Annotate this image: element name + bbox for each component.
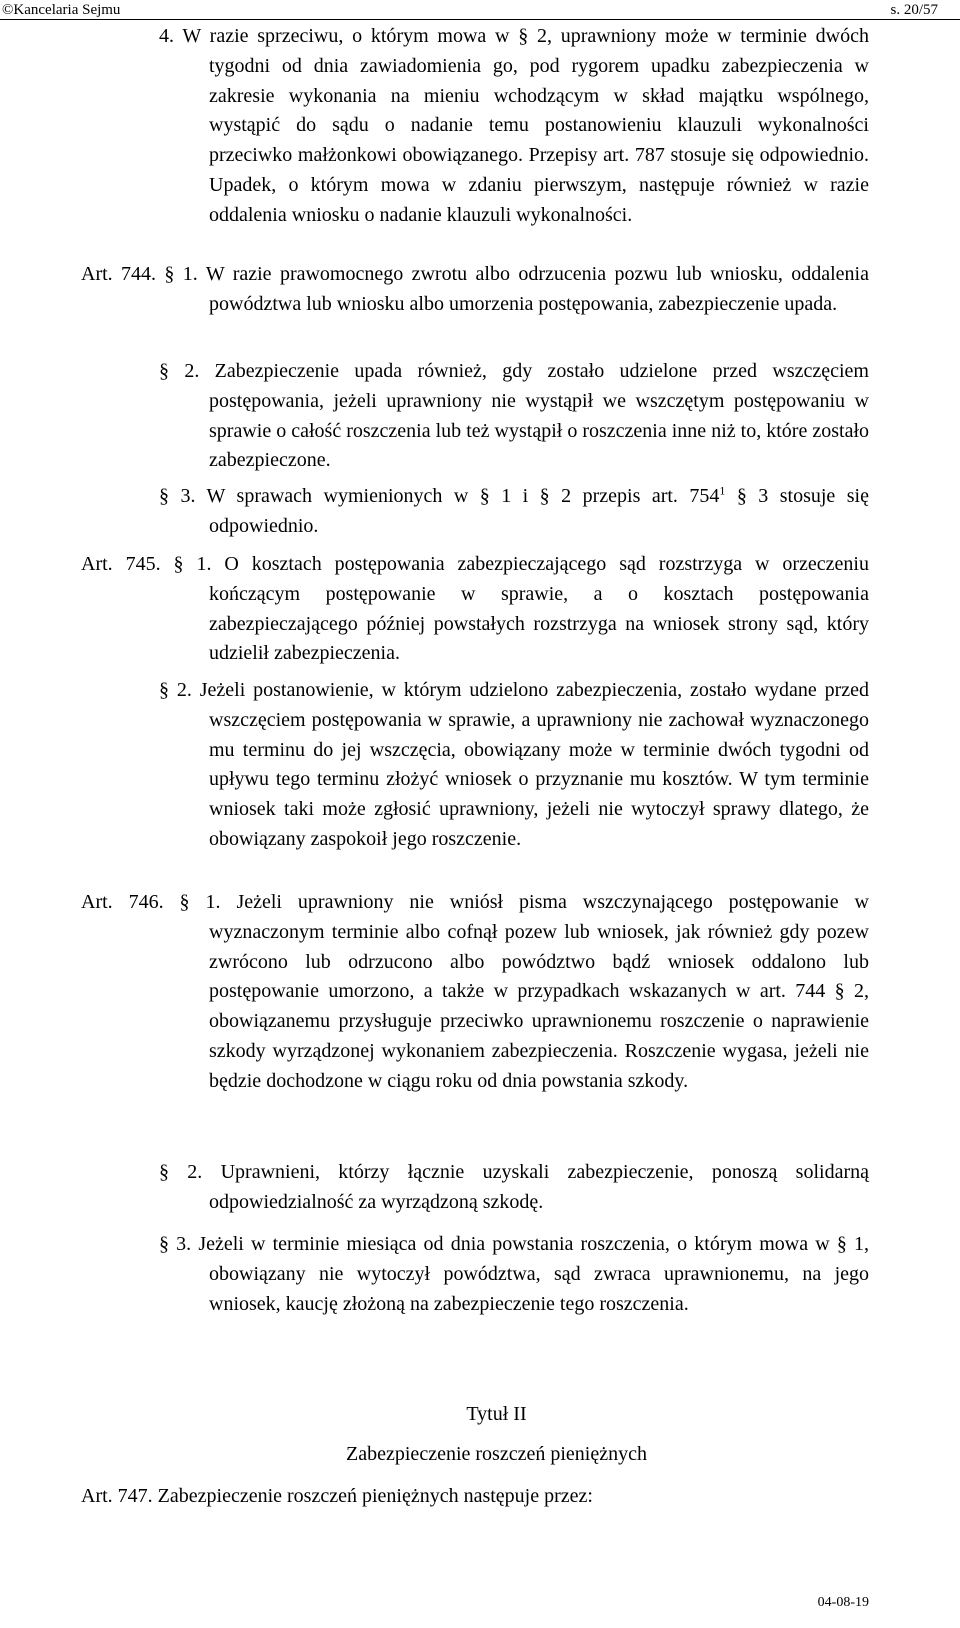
article-745-1: Art. 745. § 1. O kosztach postępowania zabezpieczającego sąd rozstrzyga w orzeczeniu kończącym postępowanie w sprawie, a o kosztach postępowania zabezpieczającego później powstałych rozstrzyga na wniosek strony sąd, który udzielił zabezpieczenia. xyxy=(81,553,869,665)
paragraph-744-3-tail: § 3 stosuje się odpowiednio. xyxy=(209,485,869,537)
article-744-1: Art. 744. § 1. W razie prawomocnego zwrotu albo odrzucenia pozwu lub wniosku, oddalenia powództwa lub wniosku albo umorzenia postępowania, zabezpieczenie upada. xyxy=(81,263,869,315)
paragraph-743-4: 4. W razie sprzeciwu, o którym mowa w § 2, uprawniony może w terminie dwóch tygodni od dnia zawiadomienia go, pod rygorem upadku zabezpieczenia w zakresie wykonania na mieniu wchodzącym w skład majątku wspólnego, wystąpić do sądu o nadanie temu postanowieniu klauzuli wykonalności przeciwko małżonkowi obowiązanego. Przepisy art. 787 stosuje się odpowiednio. Upadek, o którym mowa w zdaniu pierwszym, następuje również w razie oddalenia wniosku o nadanie klauzuli wykonalności. xyxy=(159,25,869,226)
paragraph-744-3 xyxy=(0,482,960,542)
superscript: 1 xyxy=(719,483,726,498)
paragraph-746-3: § 3. Jeżeli w terminie miesiąca od dnia powstania roszczenia, o którym mowa w § 1, obowiązany nie wytoczył powództwa, sąd zwraca uprawnionemu, na jego wniosek, kaucję złożoną na zabezpieczenie tego roszczenia. xyxy=(159,1233,869,1315)
header-page-number: s. 20/57 xyxy=(890,2,938,18)
header-divider xyxy=(0,19,960,20)
footer-date: 04-08-19 xyxy=(817,1595,869,1610)
paragraph-745-2: § 2. Jeżeli postanowienie, w którym udzielono zabezpieczenia, zostało wydane przed wszczęciem postępowania w sprawie, a uprawniony nie zachował wyznaczonego mu terminu do jej wszczęcia, obowiązany może w terminie dwóch tygodni od upływu tego terminu złożyć wniosek o przyznanie mu kosztów. W tym terminie wniosek taki może zgłosić uprawniony, jeżeli nie wytoczył sprawy dlatego, że obowiązany zaspokoił jego roszczenie. xyxy=(159,679,869,850)
page-header xyxy=(0,0,960,24)
header-publisher: ©Kancelaria Sejmu xyxy=(2,2,121,18)
paragraph-744-2: § 2. Zabezpieczenie upada również, gdy zostało udzielone przed wszczęciem postępowania, jeżeli uprawniony nie wystąpił we wszczętym postępowaniu w sprawie o całość roszczenia lub też wystąpił o roszczenia inne niż to, które zostało zabezpieczone. xyxy=(159,360,869,472)
paragraph-746-2: § 2. Uprawnieni, którzy łącznie uzyskali zabezpieczenie, ponoszą solidarną odpowiedzialność za wyrządzoną szkodę. xyxy=(159,1161,869,1213)
title-subheading: Zabezpieczenie roszczeń pieniężnych xyxy=(346,1443,647,1465)
article-747: Art. 747. Zabezpieczenie roszczeń pieniężnych następuje przez: xyxy=(81,1485,593,1507)
paragraph-744-3-text: § 3. W sprawach wymienionych w § 1 i § 2 przepis art. 754 xyxy=(159,485,720,507)
article-746-1: Art. 746. § 1. Jeżeli uprawniony nie wniósł pisma wszczynającego postępowanie w wyznaczonym terminie albo cofnął pozew lub wniosek, jak również gdy pozew zwrócono lub odrzucono albo powództwo bądź wniosek oddalono lub postępowanie umorzono, a także w przypadkach wskazanych w art. 744 § 2, obowiązanemu przysługuje przeciwko uprawnionemu roszczenie o naprawienie szkody wyrządzonej wykonaniem zabezpieczenia. Roszczenie wygasa, jeżeli nie będzie dochodzone w ciągu roku od dnia powstania szkody. xyxy=(81,891,869,1092)
title-heading: Tytuł II xyxy=(466,1403,527,1425)
